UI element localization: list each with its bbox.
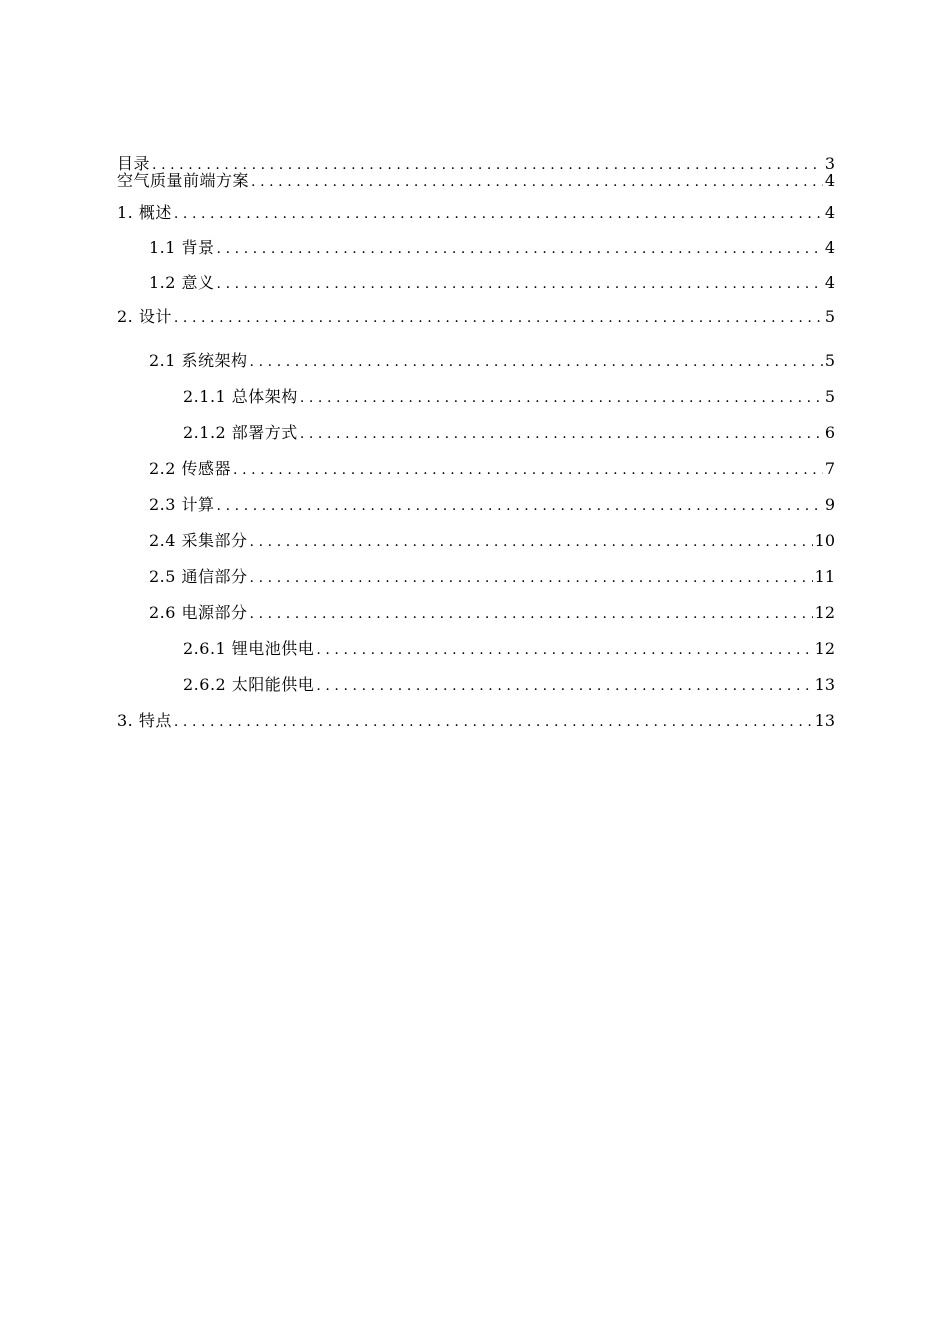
toc-page-number: 12 bbox=[814, 603, 835, 622]
toc-page-number: 13 bbox=[814, 675, 835, 694]
toc-entry-communication[interactable] bbox=[117, 565, 835, 589]
toc-entry-label: 1. 概述 bbox=[117, 203, 172, 222]
toc-entry-label: 1.2 意义 bbox=[149, 273, 215, 292]
toc-page-number: 5 bbox=[824, 307, 835, 326]
toc-entry-design[interactable] bbox=[117, 305, 835, 329]
dot-leader bbox=[250, 566, 813, 590]
toc-entry-deployment[interactable] bbox=[117, 421, 835, 445]
toc-page-number: 4 bbox=[824, 203, 835, 222]
toc-entry-label: 2.2 传感器 bbox=[149, 459, 232, 478]
dot-leader bbox=[300, 386, 823, 410]
dot-leader bbox=[250, 530, 813, 554]
toc-entry-overall-architecture[interactable] bbox=[117, 385, 835, 409]
toc-entry-label: 3. 特点 bbox=[117, 711, 172, 730]
toc-entry-background[interactable] bbox=[117, 236, 835, 260]
dot-leader bbox=[316, 674, 812, 698]
toc-entry-air-quality-plan[interactable] bbox=[117, 169, 835, 193]
toc-entry-label: 2.6.1 锂电池供电 bbox=[183, 639, 315, 658]
dot-leader bbox=[217, 494, 823, 518]
toc-page-number: 10 bbox=[814, 531, 835, 550]
dot-leader bbox=[174, 710, 813, 734]
toc-entry-label: 目录 bbox=[117, 154, 151, 173]
toc-page-number: 4 bbox=[824, 273, 835, 292]
toc-entry-label: 2.6 电源部分 bbox=[149, 603, 248, 622]
toc-entry-label: 2.4 采集部分 bbox=[149, 531, 248, 550]
toc-entry-label: 1.1 背景 bbox=[149, 238, 215, 257]
toc-page-number: 7 bbox=[824, 459, 835, 478]
toc-page-number: 9 bbox=[824, 495, 835, 514]
toc-entry-lithium-battery[interactable] bbox=[117, 637, 835, 661]
dot-leader bbox=[217, 272, 823, 296]
dot-leader bbox=[217, 237, 823, 261]
toc-entry-label: 2.6.2 太阳能供电 bbox=[183, 675, 315, 694]
toc-page-number: 5 bbox=[824, 351, 835, 370]
toc-page-number: 13 bbox=[814, 711, 835, 730]
toc-page-number: 3 bbox=[824, 154, 835, 173]
dot-leader bbox=[233, 458, 823, 482]
toc-page-number: 6 bbox=[824, 423, 835, 442]
dot-leader bbox=[251, 170, 823, 194]
toc-page-number: 11 bbox=[814, 567, 835, 586]
toc-page-number: 4 bbox=[824, 238, 835, 257]
dot-leader bbox=[174, 202, 823, 226]
dot-leader bbox=[300, 422, 823, 446]
dot-leader bbox=[174, 306, 823, 330]
toc-entry-computation[interactable] bbox=[117, 493, 835, 517]
toc-entry-label: 2.1.1 总体架构 bbox=[183, 387, 298, 406]
dot-leader bbox=[250, 350, 823, 374]
toc-entry-label: 2.1.2 部署方式 bbox=[183, 423, 298, 442]
toc-entry-system-architecture[interactable] bbox=[117, 349, 835, 373]
toc-entry-sensors[interactable] bbox=[117, 457, 835, 481]
dot-leader bbox=[316, 638, 812, 662]
toc-entry-overview[interactable] bbox=[117, 201, 835, 225]
toc-entry-solar-power[interactable] bbox=[117, 673, 835, 697]
toc-entry-features[interactable] bbox=[117, 709, 835, 733]
toc-entry-significance[interactable] bbox=[117, 271, 835, 295]
toc-entry-label: 2.1 系统架构 bbox=[149, 351, 248, 370]
toc-entry-label: 2.5 通信部分 bbox=[149, 567, 248, 586]
toc-entry-label: 空气质量前端方案 bbox=[117, 171, 250, 190]
toc-page-number: 4 bbox=[824, 171, 835, 190]
toc-entry-label: 2.3 计算 bbox=[149, 495, 215, 514]
dot-leader bbox=[250, 602, 813, 626]
toc-page-number: 5 bbox=[824, 387, 835, 406]
toc-entry-label: 2. 设计 bbox=[117, 307, 172, 326]
toc-entry-power[interactable] bbox=[117, 601, 835, 625]
toc-entry-acquisition[interactable] bbox=[117, 529, 835, 553]
toc-page-number: 12 bbox=[814, 639, 835, 658]
